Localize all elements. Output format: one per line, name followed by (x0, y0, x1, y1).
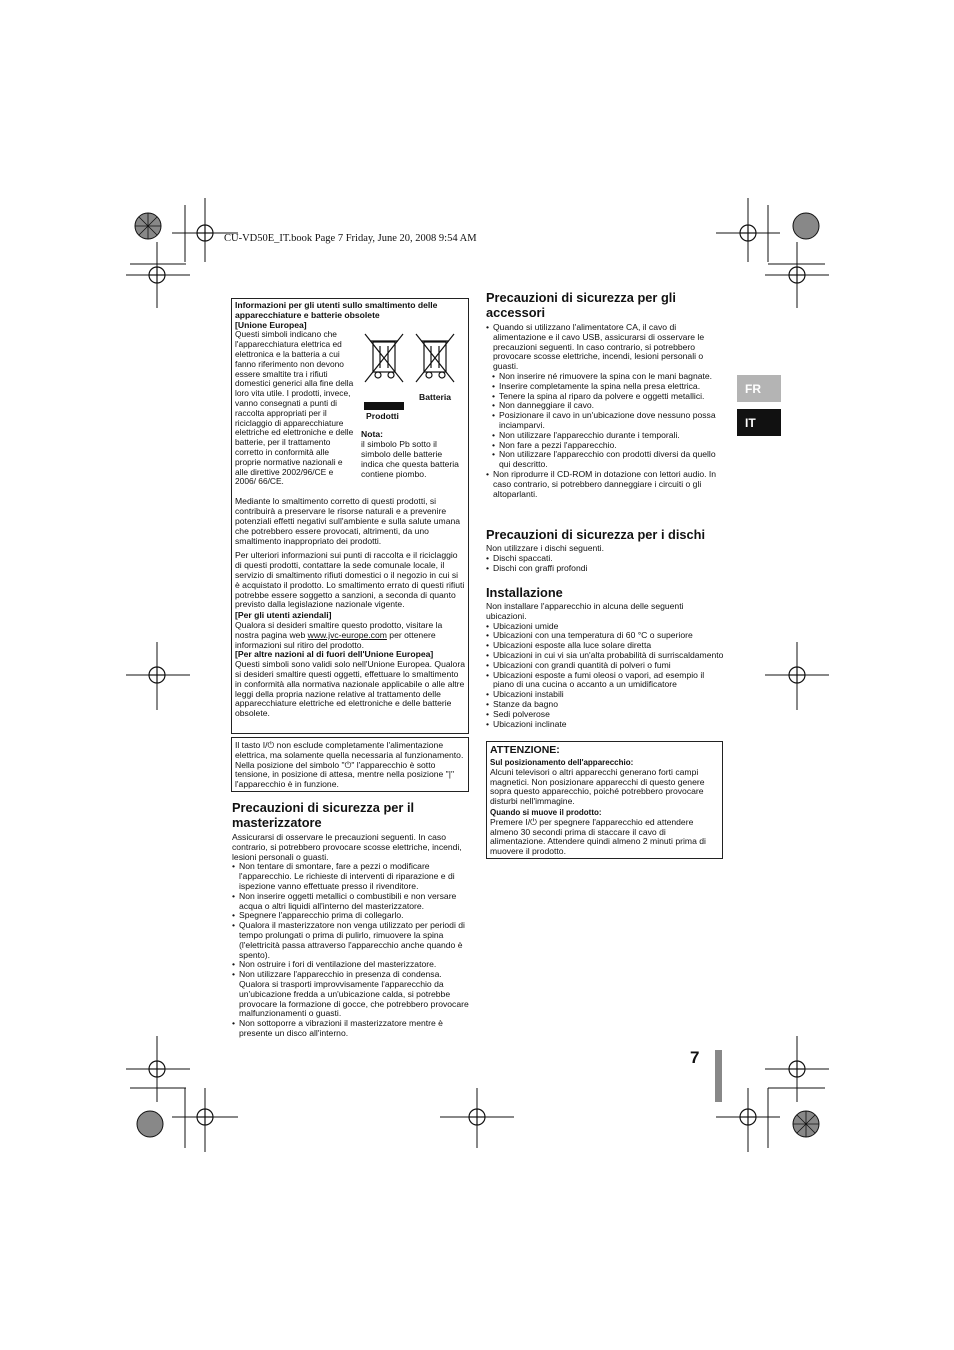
eu-heading: [Unione Europea] (235, 319, 307, 330)
list-item: • Qualora il masterizzatore non venga utilizzato per periodi di tempo prolungati o prima di pulirlo, rimuovere la spina (l'elettricità passa attraverso l'apparecchio anche quando è spento). (232, 921, 470, 960)
list-item: • Sedi polverose (486, 710, 724, 720)
burner-section (232, 800, 470, 1039)
list-item: • Ubicazioni esposte a fumi oleosi o vapori, ad esempio il piano di una cucina o accanto a un umidificatore (486, 671, 724, 691)
power-switch-text: Il tasto I/⏻ non esclude completamente l'alimentazione elettrica, ma solamente quella necessaria al funzionamento. Nella posizione del simbolo "⏻" l'apparecchio è sotto tensione, in posizione di attesa, mentre nella posizione "|" l'apparecchio è in funzione. (235, 740, 464, 790)
list-item: • Non sottoporre a vibrazioni il masterizzatore mentre è presente un disco all'interno. (232, 1019, 470, 1039)
non-eu-text: Questi simboli sono validi solo nell'Unione Europea. Qualora si desideri smaltire questi oggetti, effettuare lo smaltimento in conformità alla normativa nazionale applicabile o alle altre leggi della propria nazione relative al trattamento delle apparecchiature elettriche ed elettroniche e delle batterie obsolete. (235, 659, 465, 719)
discs-list (486, 554, 724, 574)
discs-section (486, 527, 724, 573)
discs-intro: Non utilizzare i dischi seguenti. (486, 543, 604, 553)
business-heading: [Per gli utenti aziendali] (235, 610, 332, 621)
attention-sub1: Sul posizionamento dell'apparecchio: (490, 758, 634, 767)
crossed-bin-icon (363, 332, 465, 384)
install-section (486, 585, 724, 729)
power-switch-box (231, 737, 469, 792)
list-item: • Dischi spaccati. (486, 554, 724, 564)
attention-sub2: Quando si muove il prodotto: (490, 807, 602, 817)
list-item: • Ubicazioni in cui vi sia un'alta probabilità di surriscaldamento (486, 651, 724, 661)
list-item: • Posizionare il cavo in un'ubicazione dove nessuno possa inciamparvi. (486, 411, 724, 431)
page-edge-bar (715, 1050, 722, 1102)
business-text-before: Qualora si desideri smaltire questo prodotto, visitare la nostra pagina web (235, 619, 443, 640)
accessories-list (486, 323, 724, 372)
lang-tab-it[interactable] (737, 409, 781, 436)
install-intro: Non installare l'apparecchio in alcuna delle seguenti ubicazioni. (486, 601, 684, 621)
attention-box (486, 741, 723, 859)
discs-heading: Precauzioni di sicurezza per i dischi (486, 527, 706, 542)
list-item: • Ubicazioni con grandi quantità di polveri o fumi (486, 661, 724, 671)
disposal-para2: Per ulteriori informazioni sui punti di raccolta e il riciclaggio di questi prodotti, contattare la sede comunale locale, il servizio di smaltimento rifiuti domestici o il negozio in cui si è acquistato il prodotto. Lo smaltimento errato di questi rifiuti potrebbe essere soggetto a sanzioni, a seconda di quanto previsto dalla legislazione nazionale vigente. (235, 550, 465, 610)
list-item: • Spegnere l'apparecchio prima di collegarlo. (232, 911, 470, 921)
list-item: • Inserire completamente la spina nella presa elettrica. (486, 382, 724, 392)
list-item: • Non inserire oggetti metallici o combustibili e non versare acqua o altri liquidi all'interno del masterizzatore. (232, 892, 470, 912)
list-item: • Non inserire né rimuovere la spina con le mani bagnate. (486, 372, 724, 382)
page-number: 7 (690, 1048, 700, 1067)
burner-intro: Assicurarsi di osservare le precauzioni seguenti. In caso contrario, si potrebbero provocare scosse elettriche, incendi, lesioni personali o guasti. (232, 832, 462, 862)
list-item: • Quando si utilizzano l'alimentatore CA, il cavo di alimentazione e il cavo USB, assicurarsi di osservare le precauzioni seguenti. In caso contrario, si potrebbero provocare scosse elettriche, incendi, lesioni personali o guasti. (486, 323, 724, 372)
lang-tab-it-label: IT (745, 416, 756, 430)
list-item: • Non utilizzare l'apparecchio con prodotti diversi da quello qui descritto. (486, 450, 724, 470)
attention-heading: ATTENZIONE: (490, 744, 560, 756)
list-item: • Ubicazioni umide (486, 622, 724, 632)
list-item: • Non utilizzare l'apparecchio in presenza di condensa. Qualora si trasporti improvvisamente l'apparecchio da un'ubicazione fredda a un'ubicazione calda, si potrebbe provocare la formazione di gocce, che potrebbero provocare malfunzionamenti o guasti. (232, 970, 470, 1019)
attention-text2: Premere I/⏻ per spegnere l'apparecchio ed attendere almeno 30 secondi prima di staccare il cavo di alimentazione. Attendere quindi almeno 2 minuti prima di muovere il prodotto. (490, 816, 706, 857)
note-heading: Nota: (361, 429, 383, 440)
list-item: • Non tentare di smontare, fare a pezzi o modificare l'apparecchio. Le richieste di interventi di riparazione e di ispezione vanno effettuate presso il rivenditore. (232, 862, 470, 891)
label-battery: Batteria (419, 392, 451, 403)
list-item: • Non utilizzare l'apparecchio durante i temporali. (486, 431, 724, 441)
list-item: • Stanze da bagno (486, 700, 724, 710)
list-item: • Non danneggiare il cavo. (486, 401, 724, 411)
list-item: • Ubicazioni instabili (486, 690, 724, 700)
list-item: • Non ostruire i fori di ventilazione del masterizzatore. (232, 960, 470, 970)
disposal-para1: Mediante lo smaltimento corretto di questi prodotti, si contribuirà a preservare le risorse naturali e a prevenire potenziali effetti negativi sull'ambiente e sulla salute umana che potrebbero essere provocati, altrimenti, da uno smaltimento inappropriato dei prodotti. (235, 496, 461, 546)
list-item: • Non fare a pezzi l'apparecchio. (486, 441, 724, 451)
lang-tab-fr[interactable] (737, 375, 781, 402)
list-item: • Ubicazioni con una temperatura di 60 °C o superiore (486, 631, 724, 641)
business-text (235, 621, 465, 650)
accessories-heading: Precauzioni di sicurezza per gli accessori (486, 290, 676, 320)
accessories-list-2 (486, 470, 724, 499)
accessories-sublist (486, 372, 724, 470)
list-item: • Non riprodurre il CD-ROM in dotazione con lettori audio. In caso contrario, si potrebbero danneggiare i circuiti o gli altoparlanti. (486, 470, 724, 499)
list-item: • Ubicazioni esposte alla luce solare diretta (486, 641, 724, 651)
disposal-title: Informazioni per gli utenti sullo smaltimento delle apparecchiature e batterie obsolete (235, 300, 438, 320)
products-bar (364, 402, 404, 410)
print-header: CU-VD50E_IT.book Page 7 Friday, June 20, 2008 9:54 AM (224, 233, 477, 244)
business-text-after: per ottenere informazioni sul ritiro del prodotto. (235, 629, 436, 650)
eu-text: Questi simboli indicano che l'apparecchiatura elettrica ed elettronica e la batteria a cui fanno riferimento non devono essere smaltite tra i rifiuti domestici generici alla fine della loro vita utile. I prodotti, invece, vanno consegnati a punti di raccolta appropriati per il riciclaggio di apparecchiature elettriche ed elettroniche e delle batterie, per il trattamento corretto in conformità alle proprie normative nazionali e alle direttive 2002/96/CE e 2006/ 66/CE. (235, 329, 354, 487)
label-products: Prodotti (366, 411, 399, 422)
list-item: • Tenere la spina al riparo da polvere e oggetti metallici. (486, 392, 724, 402)
install-heading: Installazione (486, 585, 563, 600)
note-text: il simbolo Pb sotto il simbolo delle batterie indica che questa batteria contiene piombo. (361, 439, 459, 479)
burner-heading: Precauzioni di sicurezza per il masterizzatore (232, 800, 415, 830)
attention-text1: Alcuni televisori o altri apparecchi generano forti campi magnetici. Non posizionare apparecchi di questo genere sopra questo apparecchio, poiché potrebbero provocare disturbi nell'immagine. (490, 766, 705, 807)
burner-list (232, 862, 470, 1038)
non-eu-heading: [Per altre nazioni al di fuori dell'Unione Europea] (235, 649, 434, 660)
disposal-info-box (231, 298, 469, 734)
lang-tab-fr-label: FR (745, 382, 761, 396)
jvc-europe-link[interactable]: www.jvc-europe.com (307, 629, 387, 640)
list-item: • Dischi con graffi profondi (486, 564, 724, 574)
accessories-section (486, 290, 724, 499)
install-list (486, 622, 724, 730)
list-item: • Ubicazioni inclinate (486, 720, 724, 730)
